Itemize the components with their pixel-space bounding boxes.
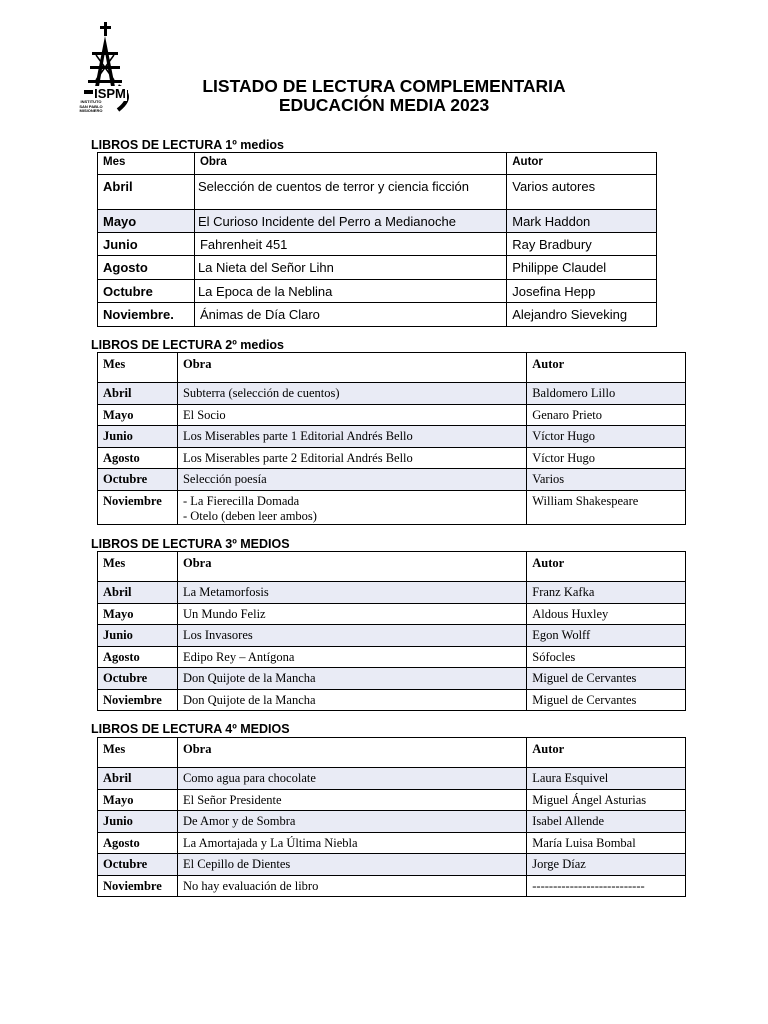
table-row: Octubre Selección poesía Varios — [98, 469, 686, 491]
reading-table-3 — [97, 551, 686, 711]
page-title: LISTADO DE LECTURA COMPLEMENTARIA — [202, 76, 566, 96]
table-header-row: Mes Obra Autor — [98, 353, 686, 383]
table-row: Junio Los Miserables parte 1 Editorial Andrés Bello Víctor Hugo — [98, 426, 686, 448]
table-row: Mayo El Curioso Incidente del Perro a Medianoche Mark Haddon — [98, 210, 657, 233]
logo-caption: INSTITUTO SAN PABLO MISIONERO — [79, 99, 103, 113]
table-row: Junio Fahrenheit 451 Ray Bradbury — [98, 233, 657, 256]
reading-table-1 — [97, 152, 657, 327]
header-cell: Obra — [194, 153, 506, 175]
table-row: Octubre El Cepillo de Dientes Jorge Díaz — [98, 854, 686, 876]
table-row: Mayo Un Mundo Feliz Aldous Huxley — [98, 604, 686, 625]
table-row: Octubre Don Quijote de la Mancha Miguel de Cervantes — [98, 668, 686, 690]
table-row: Noviembre No hay evaluación de libro --------------------------- — [98, 876, 686, 897]
section-title-3: LIBROS DE LECTURA 3º MEDIOS — [91, 537, 290, 551]
table-row: Noviembre - La Fierecilla Domada - Otelo (deben leer ambos) William Shakespeare — [98, 491, 686, 525]
header-cell: Autor — [507, 153, 657, 175]
header-cell: Mes — [98, 153, 195, 175]
reading-table-4 — [97, 737, 686, 897]
table-header-row: Mes Obra Autor — [98, 552, 686, 582]
table-row: Mayo El Socio Genaro Prieto — [98, 405, 686, 426]
section-title-2: LIBROS DE LECTURA 2º medios — [91, 338, 285, 352]
logo-letters: ISPM — [94, 86, 126, 101]
table-row: Noviembre Don Quijote de la Mancha Miguel de Cervantes — [98, 690, 686, 711]
table-row: Noviembre. Ánimas de Día Claro Alejandro Sieveking — [98, 303, 657, 327]
school-logo — [78, 22, 138, 114]
section-title-1: LIBROS DE LECTURA 1º medios — [91, 138, 285, 152]
page-subtitle: EDUCACIÓN MEDIA 2023 — [278, 95, 490, 115]
table-row: Mayo El Señor Presidente Miguel Ángel Asturias — [98, 790, 686, 811]
section-title-4: LIBROS DE LECTURA 4º MEDIOS — [91, 722, 290, 736]
table-row: Junio De Amor y de Sombra Isabel Allende — [98, 811, 686, 833]
table-header-row — [98, 153, 657, 175]
table-row: Agosto Edipo Rey – Antígona Sófocles — [98, 647, 686, 668]
table-row: Octubre La Epoca de la Neblina Josefina Hepp — [98, 280, 657, 303]
table-row: Abril Como agua para chocolate Laura Esquivel — [98, 768, 686, 790]
table-header-row: Mes Obra Autor — [98, 738, 686, 768]
table-row: Abril La Metamorfosis Franz Kafka — [98, 582, 686, 604]
table-row: Junio Los Invasores Egon Wolff — [98, 625, 686, 647]
table-row: Agosto La Amortajada y La Última Niebla María Luisa Bombal — [98, 833, 686, 854]
table-row: Abril Subterra (selección de cuentos) Baldomero Lillo — [98, 383, 686, 405]
table-row: Agosto Los Miserables parte 2 Editorial Andrés Bello Víctor Hugo — [98, 448, 686, 469]
table-row: Agosto La Nieta del Señor Lihn Philippe Claudel — [98, 256, 657, 280]
table-row: Abril Selección de cuentos de terror y ciencia ficción Varios autores — [98, 175, 657, 210]
reading-table-2 — [97, 352, 686, 525]
